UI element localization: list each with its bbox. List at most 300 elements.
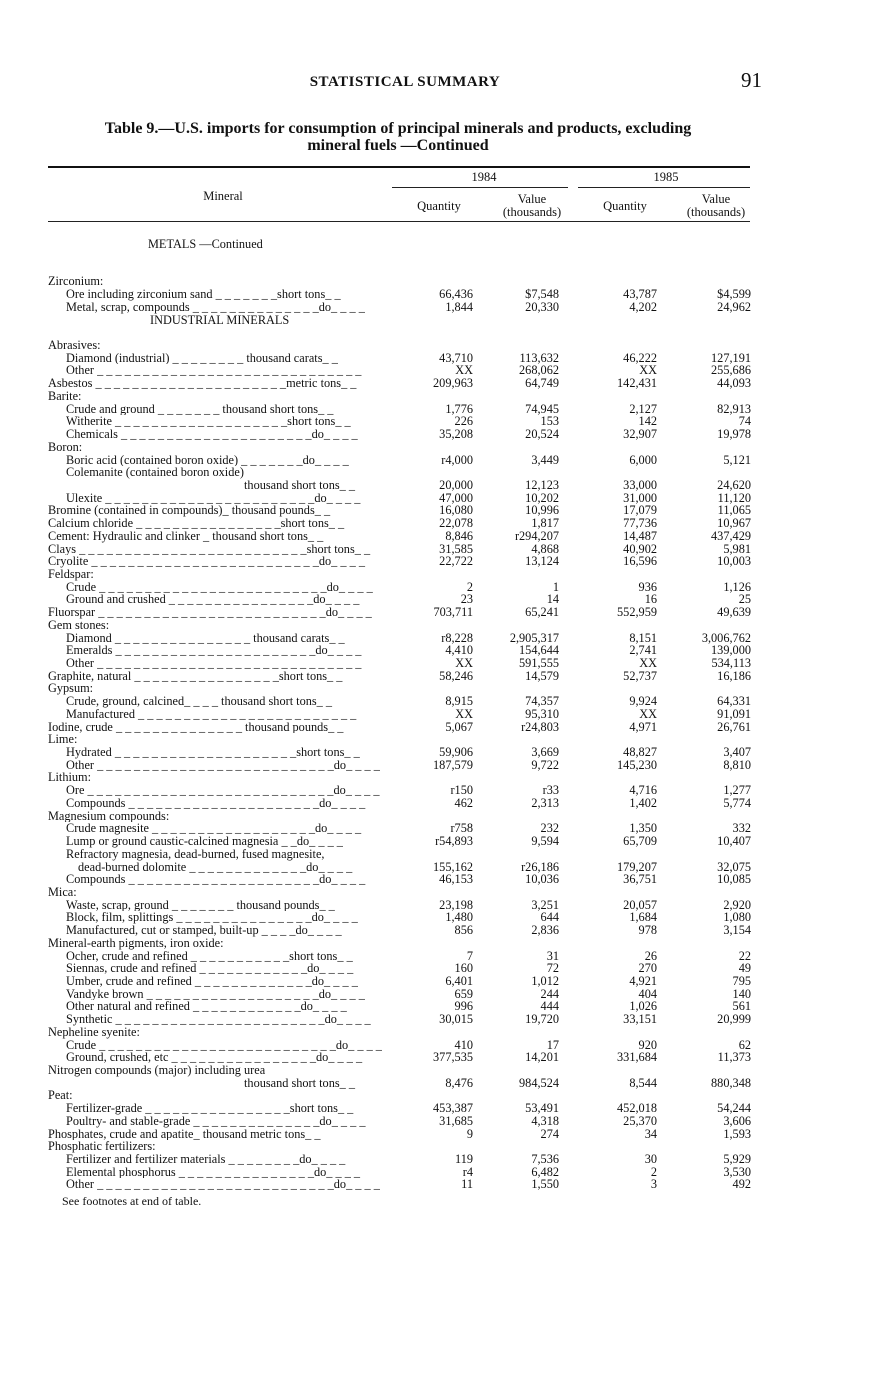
cell-v84: 113,632 [519,350,559,365]
cell-q85: XX [639,363,657,378]
table-row [0,975,869,988]
cell-q84: 5,067 [445,719,473,734]
row-label: Nitrogen compounds (major) including urea [48,1064,266,1077]
cell-q84: 58,246 [439,668,473,683]
cell-q84: r4 [462,1164,473,1179]
cell-q85: 16,596 [623,554,657,569]
cell-v85: 49,639 [717,605,751,620]
cell-q84: 30,015 [439,1012,473,1027]
table-row [0,1064,869,1077]
cell-v84: 153 [540,414,559,429]
cell-q85: 9,924 [629,694,657,709]
cell-v84: 53,491 [525,1101,559,1116]
table-row [0,238,869,251]
row-label: Colemanite (contained boron oxide) [66,466,244,479]
value-1985-line-2: (thousands) [686,205,746,219]
cell-v85: 534,113 [711,656,751,670]
cell-v84: 95,310 [525,706,559,721]
cell-q84: 160 [454,961,473,976]
cell-q84: 22,722 [439,554,473,569]
row-label: Mineral-earth pigments, iron oxide: [48,936,224,950]
cell-v85: 82,913 [717,401,751,416]
table-row [0,619,869,632]
row-label: thousand short tons_ _ [244,1076,356,1090]
cell-v84: r33 [542,783,559,798]
cell-q85: XX [639,706,657,721]
cell-v84: 1,012 [531,973,559,988]
table-row [0,1077,869,1090]
cell-q84: 7 [466,948,473,963]
row-label: Cement: Hydraulic and clinker _ thousand short tons_ _ [48,529,324,543]
page-number: 91 [741,68,762,92]
cell-v84: 1,817 [531,516,559,531]
cell-v84: 3,251 [531,897,559,912]
cell-v84: 1,550 [531,1177,559,1192]
cell-v85: 3,530 [723,1164,751,1179]
cell-v84: 6,482 [531,1164,559,1179]
cell-q84: 8,476 [445,1075,473,1090]
cell-v85: 10,407 [717,834,751,849]
cell-q84: 209,963 [433,376,473,391]
cell-v85: 5,774 [723,795,751,810]
table-row [0,555,869,568]
cell-q85: 4,202 [629,299,657,314]
table-row [0,746,869,759]
cell-q85: 404 [638,986,657,1001]
row-label: Chemicals _ _ _ _ _ _ _ _ _ _ _ _ _ _ _ _ _ _ _ _ _do_ _ _ _ [66,428,358,441]
cell-q84: 23,198 [439,897,473,912]
cell-q84: 226 [454,414,473,429]
col-header-quantity-1984: Quantity [417,199,461,213]
cell-v84: 268,062 [519,363,559,378]
table-title-line-2: mineral fuels —Continued [307,137,489,154]
row-label: Peat: [48,1089,73,1103]
col-header-value-1985 [676,193,756,219]
row-label: Crude _ _ _ _ _ _ _ _ _ _ _ _ _ _ _ _ _ _ _ _ _ _ _ _ _do_ _ _ _ [66,580,373,594]
row-label: thousand short tons_ _ [244,478,356,492]
table-row [0,1051,869,1064]
cell-v85: 5,121 [723,452,751,467]
row-label: Bromine (contained in compounds)_ thousand pounds_ _ [48,504,331,518]
table-row [0,301,869,314]
cell-q85: 46,222 [623,350,657,365]
cell-v84: 4,318 [531,1113,559,1128]
row-label: Manufactured _ _ _ _ _ _ _ _ _ _ _ _ _ _ _ _ _ _ _ _ _ _ _ _ [66,707,357,721]
row-label: Fertilizer and fertilizer materials _ _ _ _ _ _ _ _do_ _ _ _ [66,1153,346,1166]
cell-v84: r294,207 [514,528,559,543]
cell-v85: 11,120 [717,490,751,505]
col-header-year-1984: 1984 [471,170,497,184]
row-label: Ground and crushed _ _ _ _ _ _ _ _ _ _ _ _ _ _ _ _do_ _ _ _ [66,593,360,607]
cell-v84: 74,357 [525,694,559,709]
cell-v84: 13,124 [525,554,559,569]
cell-q85: 36,751 [623,872,657,887]
cell-v84: 10,996 [525,503,559,518]
row-label: Compounds _ _ _ _ _ _ _ _ _ _ _ _ _ _ _ _ _ _ _ _ _do_ _ _ _ [66,796,366,810]
row-label: Compounds _ _ _ _ _ _ _ _ _ _ _ _ _ _ _ _ _ _ _ _ _do_ _ _ _ [66,873,366,886]
row-label: Synthetic _ _ _ _ _ _ _ _ _ _ _ _ _ _ _ _ _ _ _ _ _ _ _do_ _ _ _ [66,1013,371,1026]
cell-v85: 11,065 [717,503,751,518]
cell-v85: 62 [738,1037,751,1052]
table-row [0,784,869,797]
row-label: Poultry- and stable-grade _ _ _ _ _ _ _ _ _ _ _ _ _ _do_ _ _ _ [66,1114,366,1128]
cell-v84: 14 [546,592,559,607]
value-1985-line-1: Value [701,192,731,206]
cell-q85: 452,018 [617,1101,657,1116]
col-header-year-1985: 1985 [653,170,679,184]
cell-v84: 3,669 [531,745,559,760]
row-label: Barite: [48,389,82,403]
table-title-line-1: Table 9.—U.S. imports for consumption of principal minerals and products, excluding [104,120,692,137]
cell-v85: $4,599 [717,287,751,302]
cell-v84: 64,749 [525,376,559,391]
cell-q84: 996 [454,999,473,1014]
cell-v85: 8,810 [723,757,751,772]
table-row [0,657,869,670]
cell-q84: 8,846 [445,528,473,543]
cell-v85: 54,244 [717,1101,751,1116]
cell-v84: 2,313 [531,795,559,810]
cell-q85: 17,079 [623,503,657,518]
cell-v84: 1 [552,579,559,594]
cell-v84: 12,123 [525,477,559,492]
table-row [0,848,869,861]
table-row [0,263,869,276]
table-row [0,1128,869,1141]
cell-v84: 644 [540,910,559,925]
table-row [0,1013,869,1026]
cell-v84: 2,836 [531,923,559,938]
row-label: dead-burned dolomite _ _ _ _ _ _ _ _ _ _ _ _ _do_ _ _ _ [78,860,353,874]
cell-q84: r54,893 [435,834,473,849]
cell-q84: r8,228 [441,630,473,645]
cell-v84: 3,449 [531,452,559,467]
header-bottom-rule [48,221,750,222]
row-label: Refractory magnesia, dead-burned, fused magnesite, [66,847,325,861]
cell-q85: 65,709 [623,834,657,849]
cell-q84: 31,585 [439,541,473,556]
cell-q85: 142,431 [617,376,657,391]
row-label: Phosphatic fertilizers: [48,1140,156,1154]
cell-v85: 10,967 [717,516,751,531]
cell-v85: 74 [738,414,751,429]
cell-q85: 30 [644,1152,657,1167]
cell-v84: 31 [546,948,559,963]
table-row [0,759,869,772]
table-row [0,288,869,301]
cell-q85: 4,921 [629,973,657,988]
cell-q84: 1,844 [445,299,473,314]
table-row [0,326,869,339]
row-label: Clays _ _ _ _ _ _ _ _ _ _ _ _ _ _ _ _ _ _ _ _ _ _ _ _ _short tons_ _ [48,542,371,556]
row-label: Lime: [48,733,78,747]
cell-v84: $7,548 [525,287,559,302]
value-1984-line-2: (thousands) [502,205,562,219]
table-row [0,441,869,454]
cell-q84: 59,906 [439,745,473,760]
cell-q85: 8,151 [629,630,657,645]
cell-q84: 66,436 [439,287,473,302]
cell-q85: 2,127 [629,401,657,416]
cell-v85: 139,000 [711,643,751,658]
cell-q85: 1,026 [629,999,657,1014]
cell-v85: 1,126 [723,579,751,594]
row-label: Gypsum: [48,682,94,696]
cell-q84: 22,078 [439,516,473,531]
table-row [0,708,869,721]
cell-q85: 34 [644,1126,657,1141]
cell-v84: 4,868 [531,541,559,556]
cell-q85: 920 [638,1037,657,1052]
table-row [0,721,869,734]
value-1984-line-1: Value [517,192,547,206]
cell-q85: 552,959 [617,605,657,620]
row-label: Fluorspar _ _ _ _ _ _ _ _ _ _ _ _ _ _ _ _ _ _ _ _ _ _ _ _ _do_ _ _ _ [48,606,372,619]
cell-v85: 3,407 [723,745,751,760]
row-label: Other _ _ _ _ _ _ _ _ _ _ _ _ _ _ _ _ _ _ _ _ _ _ _ _ _ _ _ _ _ [66,364,362,378]
table-row [0,924,869,937]
row-label: Other natural and refined _ _ _ _ _ _ _ _ _ _ _ _do_ _ _ _ [66,1000,347,1014]
row-label: Waste, scrap, ground _ _ _ _ _ _ _ thousand pounds_ _ [66,898,335,912]
cell-q85: 1,402 [629,795,657,810]
cell-q84: 16,080 [439,503,473,518]
cell-v85: 11,373 [717,1050,751,1065]
cell-q84: 35,208 [439,427,473,442]
cell-q85: 2,741 [629,643,657,658]
row-label: Elemental phosphorus _ _ _ _ _ _ _ _ _ _ _ _ _ _ _do_ _ _ _ [66,1165,361,1179]
table-row [0,937,869,950]
cell-v85: 3,606 [723,1113,751,1128]
cell-q84: 31,685 [439,1113,473,1128]
table-row [0,670,869,683]
cell-q84: 856 [454,923,473,938]
cell-v84: 19,720 [525,1012,559,1027]
cell-v85: 561 [732,999,751,1014]
row-label: Diamond (industrial) _ _ _ _ _ _ _ _ thousand carats_ _ [66,351,338,365]
cell-v84: 984,524 [519,1075,559,1090]
cell-v84: 2,905,317 [509,630,559,645]
cell-q84: 462 [454,795,473,810]
cell-q84: 119 [455,1152,473,1167]
year-1985-rule [578,187,750,188]
row-label: Ground, crushed, etc _ _ _ _ _ _ _ _ _ _ _ _ _ _ _ _do_ _ _ _ [66,1051,363,1064]
cell-v85: 2,920 [723,897,751,912]
row-label: Boron: [48,440,83,454]
table-title [48,120,748,154]
col-header-quantity-1985: Quantity [603,199,647,213]
table-row [0,1115,869,1128]
table-row [0,530,869,543]
cell-v84: 65,241 [525,605,559,620]
cell-q85: 31,000 [623,490,657,505]
cell-v84: 14,201 [525,1050,559,1065]
cell-v85: 140 [732,986,751,1001]
cell-v84: 232 [540,821,559,836]
cell-v85: 16,186 [717,668,751,683]
table-top-rule [48,166,750,168]
table-row [0,1178,869,1191]
cell-q85: 179,207 [617,859,657,874]
cell-q85: 978 [638,923,657,938]
cell-q84: 1,480 [445,910,473,925]
cell-v85: 49 [738,961,751,976]
cell-q84: 2 [466,579,473,594]
row-label: Lump or ground caustic-calcined magnesia _ _do_ _ _ _ [66,835,343,848]
cell-v85: 492 [732,1177,751,1192]
cell-v84: 244 [540,986,559,1001]
cell-v85: 1,277 [723,783,751,798]
cell-v85: 880,348 [711,1075,751,1090]
table-row [0,339,869,352]
table-row [0,428,869,441]
row-label: Boric acid (contained boron oxide) _ _ _ _ _ _ _do_ _ _ _ [66,453,349,467]
row-label: Asbestos _ _ _ _ _ _ _ _ _ _ _ _ _ _ _ _ _ _ _ _ _metric tons_ _ [48,377,357,390]
row-label: Other _ _ _ _ _ _ _ _ _ _ _ _ _ _ _ _ _ _ _ _ _ _ _ _ _ _ _ _ _ [66,657,362,670]
cell-q84: 11 [461,1177,473,1192]
cell-v84: 444 [540,999,559,1014]
cell-q85: 52,737 [623,668,657,683]
cell-q85: 4,971 [629,719,657,734]
cell-q84: 20,000 [439,477,473,492]
table-row [0,886,869,899]
row-label: Magnesium compounds: [48,809,170,823]
cell-q84: r758 [450,821,473,836]
cell-v85: 10,085 [717,872,751,887]
cell-q84: 187,579 [433,757,473,772]
row-label: Abrasives: [48,339,101,352]
cell-v84: 591,555 [519,656,559,670]
cell-v84: 72 [546,961,559,976]
cell-q85: 1,684 [629,910,657,925]
cell-v85: 19,978 [717,427,751,442]
row-label: Crude, ground, calcined_ _ _ _ thousand short tons_ _ [66,695,333,708]
cell-q85: 32,907 [623,427,657,442]
cell-q85: 25,370 [623,1113,657,1128]
row-label: Ore _ _ _ _ _ _ _ _ _ _ _ _ _ _ _ _ _ _ _ _ _ _ _ _ _ _ _do_ _ _ _ [66,784,380,797]
cell-v84: 20,524 [525,427,559,442]
table-row [0,479,869,492]
cell-q85: XX [639,656,657,670]
table-row [0,797,869,810]
table-row [0,1102,869,1115]
row-label: Ore including zirconium sand _ _ _ _ _ _ _short tons_ _ [66,288,341,301]
cell-q84: 23 [460,592,473,607]
row-label: Iodine, crude _ _ _ _ _ _ _ _ _ _ _ _ _ _ thousand pounds_ _ [48,720,344,734]
table-body [0,238,869,1191]
running-head [48,68,762,94]
cell-q84: 9 [466,1126,473,1141]
cell-v85: 22 [738,948,751,963]
row-label: Vandyke brown _ _ _ _ _ _ _ _ _ _ _ _ _ _ _ _ _ _ _do_ _ _ _ [66,987,365,1001]
row-label: Siennas, crude and refined _ _ _ _ _ _ _ _ _ _ _ _do_ _ _ _ [66,962,354,975]
cell-v84: 10,202 [525,490,559,505]
row-label: Mica: [48,885,77,899]
row-label: Other _ _ _ _ _ _ _ _ _ _ _ _ _ _ _ _ _ _ _ _ _ _ _ _ _ _do_ _ _ _ [66,758,380,772]
cell-q85: 77,736 [623,516,657,531]
row-label: Metal, scrap, compounds _ _ _ _ _ _ _ _ _ _ _ _ _ _do_ _ _ _ [66,300,365,314]
table-row [0,1153,869,1166]
row-label: Cryolite _ _ _ _ _ _ _ _ _ _ _ _ _ _ _ _ _ _ _ _ _ _ _ _ _do_ _ _ _ [48,555,365,568]
cell-q84: 453,387 [433,1101,473,1116]
cell-v84: 17 [546,1037,559,1052]
row-label: Umber, crude and refined _ _ _ _ _ _ _ _ _ _ _ _ _do_ _ _ _ [66,974,358,988]
cell-q85: 40,902 [623,541,657,556]
cell-q84: 1,776 [445,401,473,416]
table-row [0,377,869,390]
cell-q84: 46,153 [439,872,473,887]
table-row [0,454,869,467]
col-header-value-1984 [492,193,572,219]
cell-v85: 127,191 [711,350,751,365]
table-row [0,568,869,581]
cell-v84: 274 [540,1126,559,1141]
table-row [0,1026,869,1039]
cell-v85: 437,429 [711,528,751,543]
cell-q85: 33,000 [623,477,657,492]
cell-q85: 20,057 [623,897,657,912]
cell-q85: 14,487 [623,528,657,543]
table-row [0,835,869,848]
cell-v85: 1,593 [723,1126,751,1141]
cell-q84: 8,915 [445,694,473,709]
running-head-title: STATISTICAL SUMMARY [309,74,501,90]
cell-q85: 270 [638,961,657,976]
row-label: Ocher, crude and refined _ _ _ _ _ _ _ _ _ _ _short tons_ _ [66,949,353,963]
row-label: Feldspar: [48,567,94,581]
row-label: Nepheline syenite: [48,1025,140,1039]
cell-v85: 26,761 [717,719,751,734]
table-row [0,390,869,403]
cell-q85: 48,827 [623,745,657,760]
cell-q84: 377,535 [433,1050,473,1065]
cell-v85: 32,075 [717,859,751,874]
cell-v84: 20,330 [525,299,559,314]
cell-q85: 2 [650,1164,657,1179]
cell-q85: 1,350 [629,821,657,836]
row-label: Emeralds _ _ _ _ _ _ _ _ _ _ _ _ _ _ _ _ _ _ _ _ _ _do_ _ _ _ [66,644,362,657]
row-label: Gem stones: [48,618,110,632]
cell-q84: 4,410 [445,643,473,658]
cell-v85: 5,981 [723,541,751,556]
row-label: Witherite _ _ _ _ _ _ _ _ _ _ _ _ _ _ _ _ _ _ _short tons_ _ [66,415,351,429]
cell-q84: r150 [450,783,473,798]
cell-v84: 74,945 [525,401,559,416]
footnote: See footnotes at end of table. [62,1194,202,1208]
cell-q85: 4,716 [629,783,657,798]
table-row [0,606,869,619]
year-1984-rule [392,187,568,188]
cell-q84: XX [455,363,473,378]
cell-q85: 142 [638,414,657,429]
cell-v85: 5,929 [723,1152,751,1167]
table-row [0,873,869,886]
cell-v85: 255,686 [711,363,751,378]
row-label: Crude _ _ _ _ _ _ _ _ _ _ _ _ _ _ _ _ _ _ _ _ _ _ _ _ _ _do_ _ _ _ [66,1038,382,1052]
row-label: Crude and ground _ _ _ _ _ _ _ thousand short tons_ _ [66,402,334,416]
row-label: Block, film, splittings _ _ _ _ _ _ _ _ _ _ _ _ _ _ _do_ _ _ _ [66,911,358,925]
row-label: Crude magnesite _ _ _ _ _ _ _ _ _ _ _ _ _ _ _ _ _ _do_ _ _ _ [66,822,362,836]
cell-v85: 20,999 [717,1012,751,1027]
cell-q84: 6,401 [445,973,473,988]
row-label: Phosphates, crude and apatite_ thousand metric tons_ _ [48,1127,321,1141]
cell-q84: r4,000 [441,452,473,467]
row-label: Zirconium: [48,275,104,289]
cell-q84: 43,710 [439,350,473,365]
row-label: Other _ _ _ _ _ _ _ _ _ _ _ _ _ _ _ _ _ _ _ _ _ _ _ _ _ _do_ _ _ _ [66,1178,380,1192]
cell-v84: r24,803 [521,719,559,734]
row-label: Graphite, natural _ _ _ _ _ _ _ _ _ _ _ _ _ _ _ _short tons_ _ [48,669,343,683]
row-label: Calcium chloride _ _ _ _ _ _ _ _ _ _ _ _ _ _ _ _short tons_ _ [48,517,345,530]
